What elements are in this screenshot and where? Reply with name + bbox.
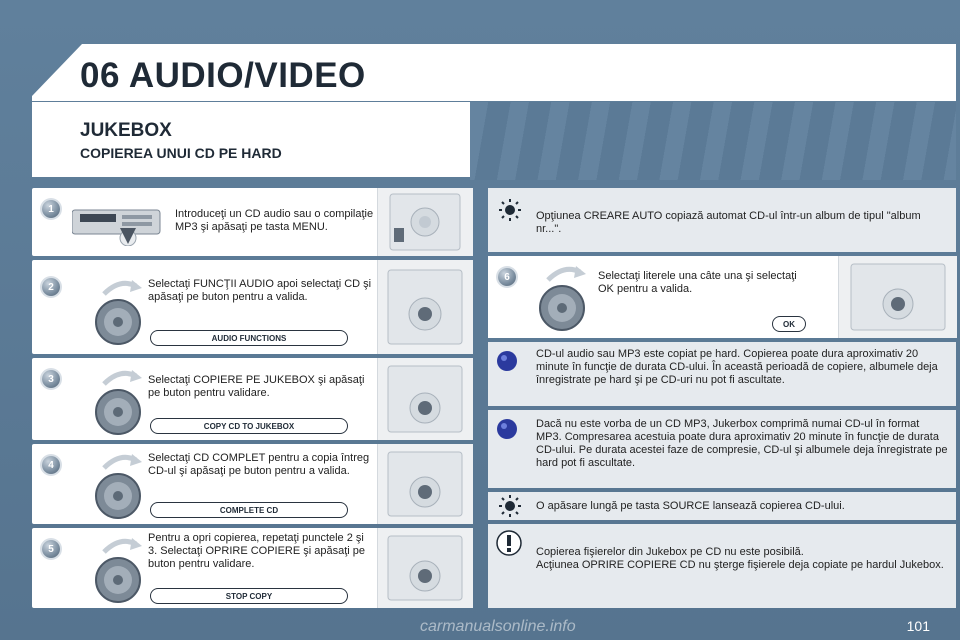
step-panel-6: [488, 256, 956, 338]
step-badge-3: 3: [42, 370, 60, 388]
warning-text: Copierea fişierelor din Jukebox pe CD nu este posibilă. Acţiunea OPRIRE COPIERE CD nu şterge fişierele deja copiate pe hardul Jukebox.: [536, 546, 944, 571]
rotary-knob-icon: [84, 274, 154, 346]
step-text-3: Selectaţi COPIERE PE JUKEBOX şi apăsaţi pe buton pentru validare.: [148, 374, 365, 399]
step-panel-3: [32, 358, 472, 440]
step-badge-6: 6: [498, 268, 516, 286]
radio-thumbnail-6: [838, 256, 957, 338]
sun-tip-icon: [498, 494, 522, 518]
rotary-knob-icon: [528, 260, 598, 332]
section-title: JUKEBOX: [80, 120, 172, 141]
step-panel-1: [32, 188, 472, 256]
step-text-2: Selectaţi FUNCŢII AUDIO apoi selectaţi CD şi apăsaţi pe buton pentru a valida.: [148, 278, 372, 303]
step-text-1: Introduceţi un CD audio sau o compilaţie MP3 şi apăsaţi pe tasta MENU.: [175, 208, 374, 233]
step-badge-4: 4: [42, 456, 60, 474]
radio-thumbnail-5: [377, 528, 473, 608]
sun-tip-icon: [498, 198, 522, 222]
rotary-knob-icon: [84, 364, 154, 436]
info-bullet-icon: [496, 418, 518, 440]
rotary-knob-icon: [84, 532, 154, 604]
audio-functions-button[interactable]: AUDIO FUNCTIONS: [150, 330, 348, 346]
warning-exclamation-icon: [496, 530, 522, 556]
copy-cd-to-jukebox-button[interactable]: COPY CD TO JUKEBOX: [150, 418, 348, 434]
info-bullet-icon: [496, 350, 518, 372]
radio-thumbnail-4: [377, 444, 473, 524]
cd-player-icon: [72, 204, 162, 246]
rotary-knob-icon: [84, 448, 154, 520]
tip-auto-panel: [488, 188, 956, 252]
warning-panel: [488, 524, 956, 608]
tip-source-text: O apăsare lungă pe tasta SOURCE lansează copierea CD-ului.: [536, 500, 845, 512]
watermark: carmanualsonline.info: [420, 618, 576, 635]
step-badge-2: 2: [42, 278, 60, 296]
complete-cd-button[interactable]: COMPLETE CD: [150, 502, 348, 518]
ok-button[interactable]: OK: [772, 316, 806, 332]
section-subtitle: COPIEREA UNUI CD PE HARD: [80, 145, 282, 161]
radio-thumbnail-1: [377, 188, 473, 256]
step-panel-5: [32, 528, 472, 608]
page-number: 101: [906, 618, 930, 634]
step-text-4: Selectaţi CD COMPLET pentru a copia întreg CD-ul şi apăsaţi pe buton pentru a valida.: [148, 452, 370, 477]
step-panel-2: [32, 260, 472, 354]
page-title: 06 AUDIO/VIDEO: [80, 56, 366, 95]
tip-auto-text: Opţiunea CREARE AUTO copiază automat CD-ul într-un album de tipul "album nr...".: [536, 210, 921, 235]
step-text-6: Selectaţi literele una câte una şi selectaţi OK pentru a valida.: [598, 270, 797, 295]
step-badge-1: 1: [42, 200, 60, 218]
radio-thumbnail-3: [377, 358, 473, 440]
info-mp3-text: Dacă nu este vorba de un CD MP3, Jukerbox comprimă numai CD-ul în format MP3. Compresarea acestuia poate dura aproximativ 20 minute în funcţie de durata CD-ului. Pe durata acestei faze de compresie, CD-ul şi albumele deja înregistrate pe hard pot fi ascultate.: [536, 418, 948, 469]
info-copy-panel: [488, 342, 956, 406]
step-text-5: Pentru a opri copierea, repetaţi punctele 2 şi 3. Selectaţi OPRIRE COPIERE şi apăsaţi pe buton pentru validare.: [148, 532, 366, 570]
radio-thumbnail-2: [377, 260, 473, 354]
info-mp3-panel: [488, 410, 956, 488]
tip-source-panel: [488, 492, 956, 520]
decorative-stripes: [470, 102, 956, 180]
step-badge-5: 5: [42, 540, 60, 558]
stop-copy-button[interactable]: STOP COPY: [150, 588, 348, 604]
info-copy-text: CD-ul audio sau MP3 este copiat pe hard. Copierea poate dura aproximativ 20 minute în funcţie de durata CD-ului. În această perioadă de copiere, albumele deja înregistrate pe hard şi pe CD-uri nu pot fi ascultate.: [536, 348, 938, 386]
step-panel-4: [32, 444, 472, 524]
